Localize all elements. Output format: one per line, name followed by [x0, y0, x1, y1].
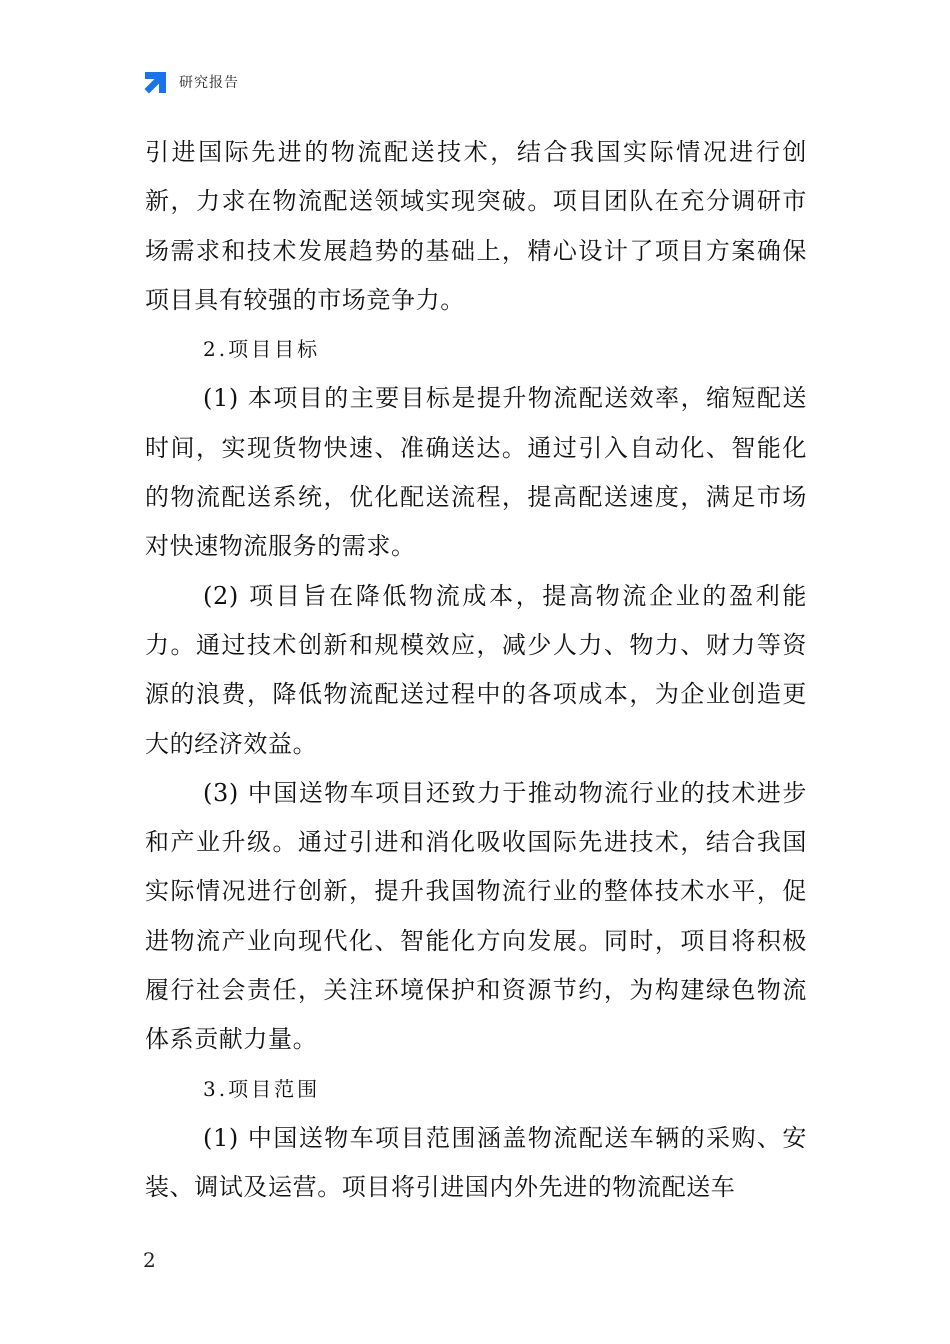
document-body — [145, 128, 807, 1213]
page-header — [143, 68, 239, 96]
page-number: 2 — [143, 1248, 156, 1272]
paragraph-goal-2: (2) 项目旨在降低物流成本，提高物流企业的盈利能力。通过技术创新和规模效应，减少人力、物力、财力等资源的浪费，降低物流配送过程中的各项成本，为企业创造更大的经济效益。 — [145, 581, 807, 758]
arrow-up-right-icon — [143, 69, 169, 95]
section-heading-scope: 3.项目范围 — [203, 1076, 321, 1101]
section-heading-goals: 2.项目目标 — [203, 337, 321, 362]
header-title: 研究报告 — [179, 75, 239, 91]
paragraph-goal-1: (1) 本项目的主要目标是提升物流配送效率，缩短配送时间，实现货物快速、准确送达。通过引入自动化、智能化的物流配送系统，优化配送流程，提高配送速度，满足市场对快速物流服务的需求。 — [145, 384, 807, 561]
paragraph-intro: 引进国际先进的物流配送技术，结合我国实际情况进行创新，力求在物流配送领域实现突破。项目团队在充分调研市场需求和技术发展趋势的基础上，精心设计了项目方案确保项目具有较强的市场竞争力。 — [145, 138, 807, 314]
paragraph-scope-1: (1) 中国送物车项目范围涵盖物流配送车辆的采购、安装、调试及运营。项目将引进国内外先进的物流配送车 — [145, 1123, 807, 1202]
paragraph-goal-3: (3) 中国送物车项目还致力于推动物流行业的技术进步和产业升级。通过引进和消化吸收国际先进技术，结合我国实际情况进行创新，提升我国物流行业的整体技术水平，促进物流产业向现代化、智能化方向发展。同时，项目将积极履行社会责任，关注环境保护和资源节约，为构建绿色物流体系贡献力量。 — [145, 778, 807, 1054]
